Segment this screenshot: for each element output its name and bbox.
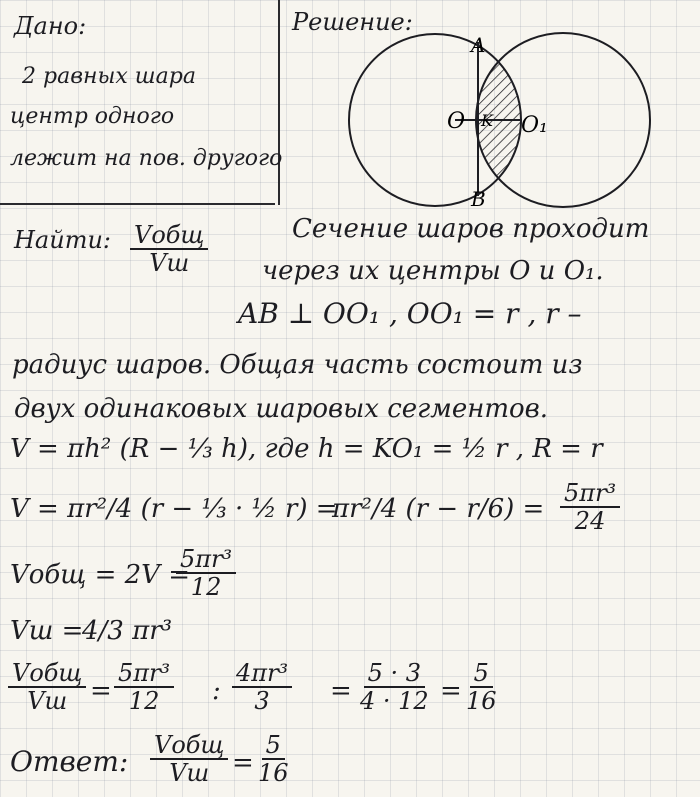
formula-3-left: Vобщ = 2V = bbox=[10, 560, 191, 590]
formula-5-frac-b bbox=[232, 660, 292, 715]
answer-value-den: 16 bbox=[258, 759, 289, 788]
answer-ratio bbox=[150, 732, 228, 787]
formula-3-num: 5πr³ bbox=[176, 546, 236, 574]
given-line-3: лежит на пов. другого bbox=[10, 146, 283, 171]
formula-5-frac-d bbox=[462, 660, 501, 715]
find-heading: Найти: bbox=[14, 226, 111, 254]
formula-5-ratio-den: Vш bbox=[27, 687, 68, 716]
formula-5-a-num: 5πr³ bbox=[114, 660, 174, 688]
formula-5-frac-c bbox=[356, 660, 433, 715]
formula-2-num: 5πr³ bbox=[560, 480, 620, 508]
answer-equals: = bbox=[232, 748, 254, 778]
answer-value bbox=[254, 732, 293, 787]
divider-horizontal bbox=[0, 203, 275, 205]
formula-5-d-den: 16 bbox=[466, 687, 497, 716]
formula-5-a-den: 12 bbox=[128, 687, 160, 716]
equals-sign-2: = bbox=[330, 676, 352, 706]
solution-line-3: AB ⊥ OO₁ , OO₁ = r , r – bbox=[238, 297, 582, 330]
label-o1: O₁ bbox=[521, 113, 548, 138]
find-fraction bbox=[130, 222, 208, 277]
equals-sign-3: = bbox=[440, 676, 462, 706]
answer-label: Ответ: bbox=[10, 745, 129, 778]
answer-value-num: 5 bbox=[262, 732, 285, 760]
equals-sign-1: = bbox=[90, 676, 112, 706]
answer-ratio-num: Vобщ bbox=[150, 732, 228, 760]
formula-2-den: 24 bbox=[574, 507, 606, 536]
spheres-diagram bbox=[335, 20, 665, 210]
formula-2-mid: πr²/4 (r − r/6) = bbox=[332, 494, 545, 524]
solution-line-2: через их центры O и O₁. bbox=[262, 256, 604, 286]
solution-line-5: двух одинаковых шаровых сегментов. bbox=[14, 394, 549, 424]
formula-5-c-num: 5 · 3 bbox=[364, 660, 425, 688]
formula-2-result bbox=[560, 480, 620, 535]
formula-4-right: 4/3 πr³ bbox=[82, 616, 173, 646]
solution-line-4: радиус шаров. Общая часть состоит из bbox=[12, 350, 583, 380]
formula-3-den: 12 bbox=[190, 573, 222, 602]
formula-5-ratio bbox=[8, 660, 86, 715]
label-a: A bbox=[471, 33, 486, 57]
label-k: K bbox=[481, 111, 493, 130]
find-frac-den: Vш bbox=[149, 249, 190, 278]
formula-5-c-den: 4 · 12 bbox=[360, 687, 429, 716]
solution-heading: Решение: bbox=[292, 8, 413, 36]
find-frac-num: Vобщ bbox=[130, 222, 208, 250]
formula-1: V = πh² (R − ⅓ h), где h = KO₁ = ½ r , R = r bbox=[10, 434, 603, 464]
solution-line-1: Сечение шаров проходит bbox=[292, 214, 650, 244]
division-sign: : bbox=[212, 676, 221, 706]
formula-5-ratio-num: Vобщ bbox=[8, 660, 86, 688]
formula-5-b-num: 4πr³ bbox=[232, 660, 292, 688]
given-heading: Дано: bbox=[14, 12, 87, 40]
formula-4-left: Vш = bbox=[10, 616, 84, 646]
formula-5-d-num: 5 bbox=[470, 660, 493, 688]
formula-2-left: V = πr²/4 (r − ⅓ · ½ r) = bbox=[10, 494, 338, 524]
formula-5-b-den: 3 bbox=[254, 687, 270, 716]
label-b: B bbox=[471, 187, 486, 210]
answer-ratio-den: Vш bbox=[169, 759, 210, 788]
given-line-2: центр одного bbox=[10, 104, 175, 129]
label-o: O bbox=[447, 109, 466, 134]
given-line-1: 2 равных шара bbox=[22, 64, 196, 89]
formula-3-result bbox=[176, 546, 236, 601]
divider-vertical bbox=[278, 0, 280, 205]
formula-5-frac-a bbox=[114, 660, 174, 715]
